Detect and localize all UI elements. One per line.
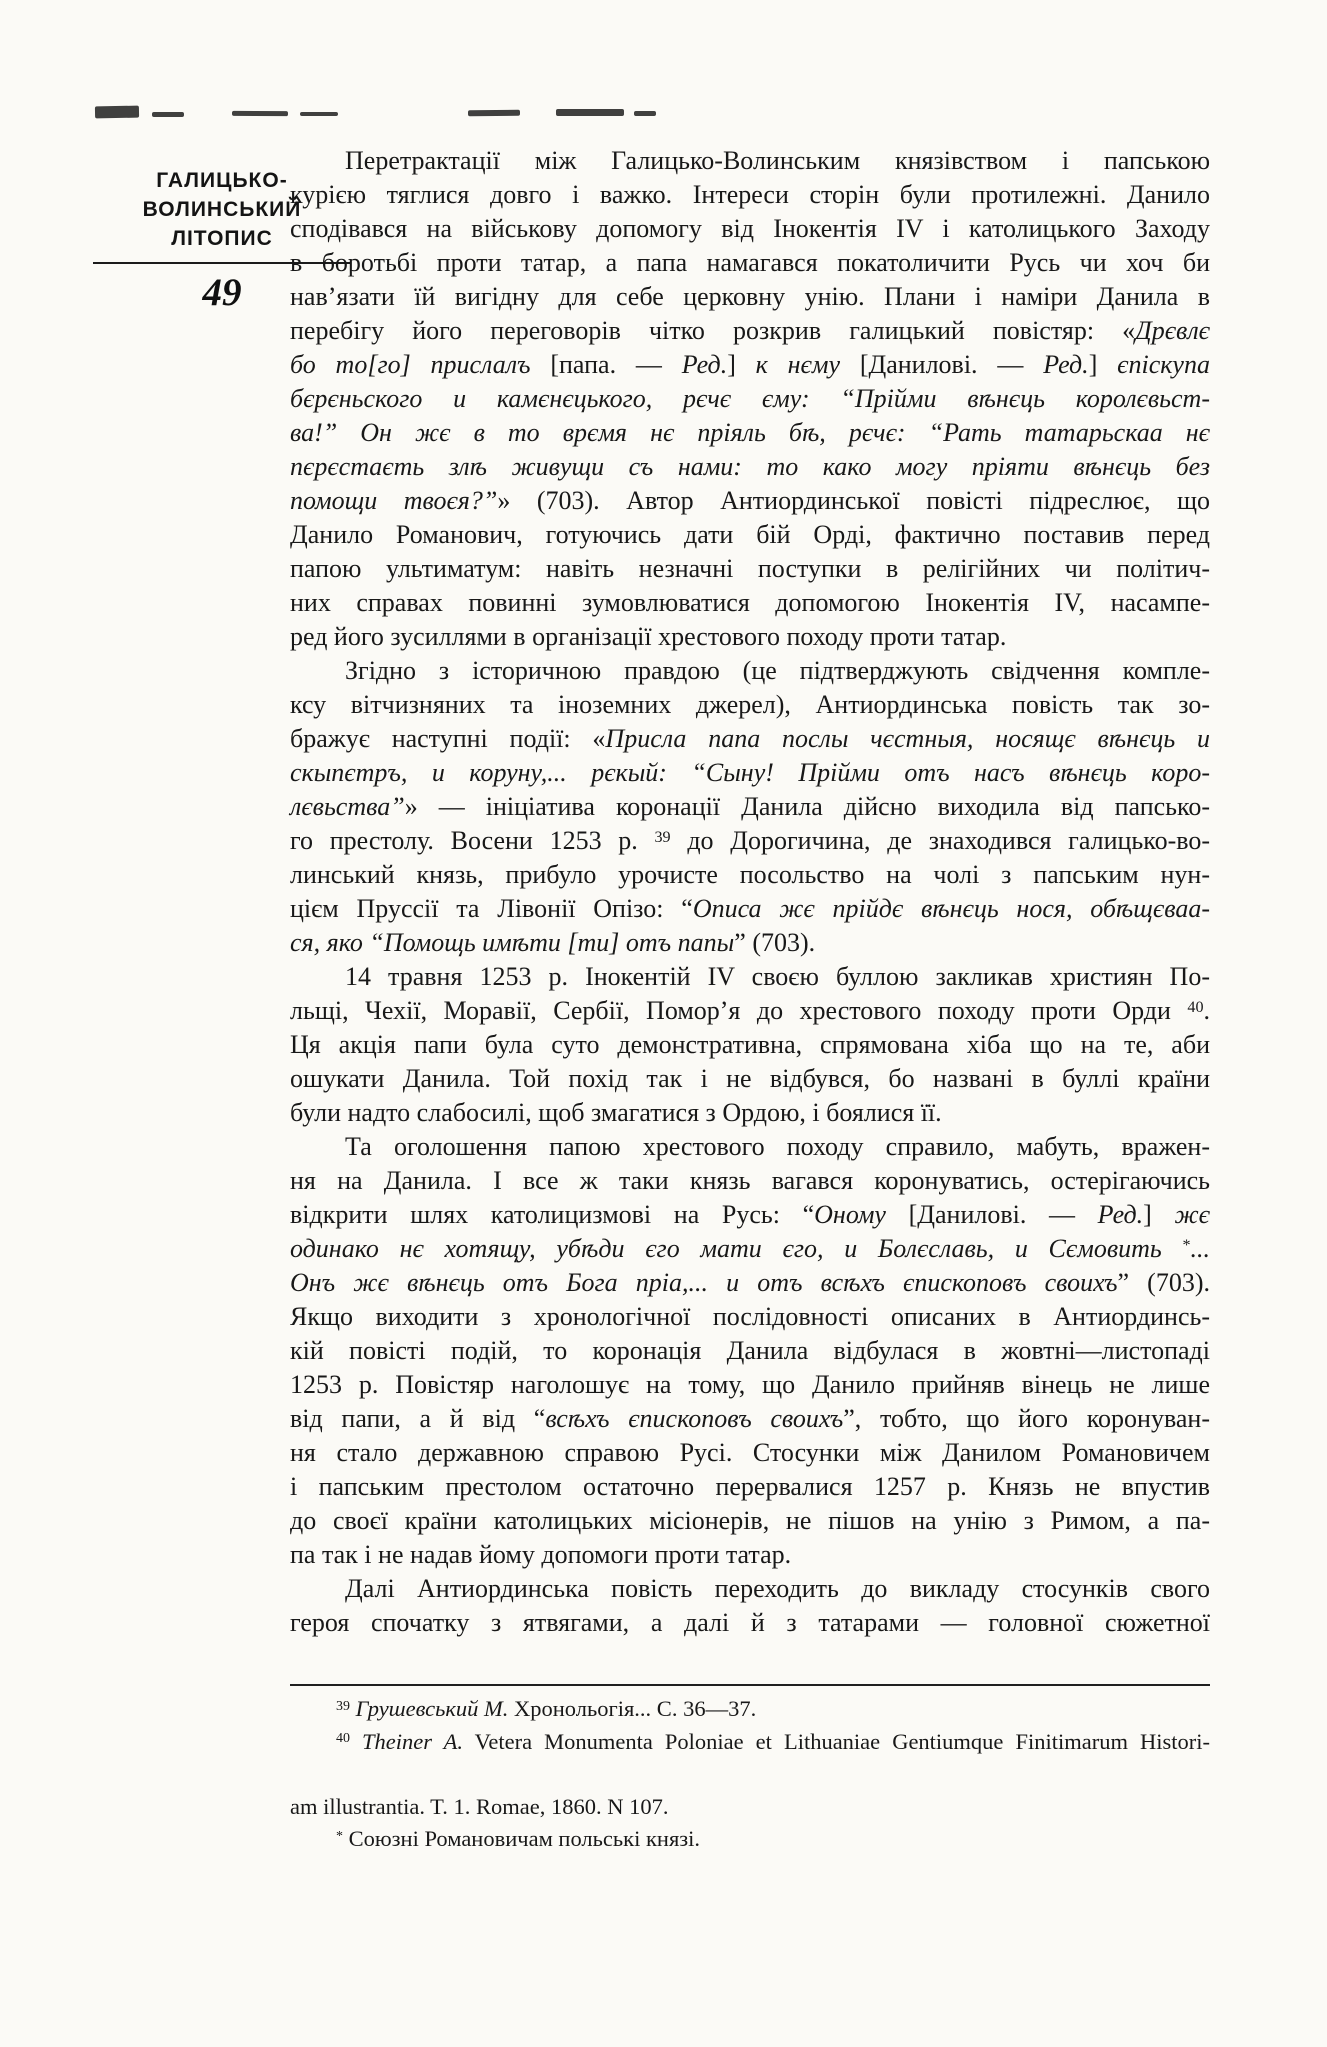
text-segment: 14 травня 1253 р. Інокентій IV своєю буллою закликав християн По- [345,962,1210,991]
text-segment: Хронольогія... С. 36—37. [508,1696,757,1721]
scan-artifact [634,111,656,116]
scan-artifact [556,109,624,116]
text-line [290,722,1210,756]
text-line [290,1300,1210,1334]
text-segment: Та оголошення папою хрестового походу справило, мабуть, вражен- [345,1132,1210,1161]
text-segment: ”, тобто, що його коронуван- [843,1404,1211,1433]
footnote-ref: * [336,1828,343,1844]
text-line [290,1130,1210,1164]
text-line [290,518,1210,552]
text-segment: одинако нє хотящу, убѣди єго мати єго, и Болєславь, и Сємовить [290,1234,1183,1263]
text-segment: Згідно з історичною правдою (це підтверджують свідчення компле- [345,656,1210,685]
text-segment: бражує наступні події: « [290,724,606,753]
text-segment: курією тяглися довго і важко. Інтереси сторін були протилежні. Данило [290,180,1210,209]
text-segment: і папським престолом остаточно перервалися 1257 р. Князь не впустив [290,1472,1210,1501]
text-segment: Оному [814,1200,886,1229]
text-line [290,654,1210,688]
text-line [290,416,1210,450]
text-line [290,1504,1210,1538]
text-line [290,790,1210,824]
footnote-ref: 40 [336,1731,350,1747]
text-segment: . [1203,996,1210,1025]
text-segment: Онъ жє вѣнєць отъ Бога пріа,... и отъ всѣхъ єпископовъ своихъ [290,1268,1118,1297]
text-segment: [Данилові. — [885,1200,1098,1229]
text-segment: ксу вітчизняних та іноземних джерел), Антиординська повість так зо- [290,690,1210,719]
text-segment: 1253 р. Повістяр наголошує на тому, що Данило прийняв вінець не лише [290,1370,1210,1399]
text-line [290,314,1210,348]
footnote-separator [290,1684,1210,1686]
scan-artifact [300,112,338,116]
text-segment: Vetera Monumenta Poloniae et Lithuaniae Gentiumque Finitimarum Histori- [462,1728,1210,1754]
text-line [290,688,1210,722]
text-segment: » — ініціатива коронації Данила дійсно виходила від папсько- [404,792,1210,821]
text-segment: перебігу його переговорів чітко розкрив галицький повістяр: « [290,316,1136,345]
text-segment [350,1729,362,1754]
text-segment: від папи, а й від “ [290,1404,546,1433]
text-line [290,960,1210,994]
footnote-ref: 39 [336,1698,350,1714]
text-line [290,1402,1210,1436]
text-segment: скыпєтръ, и коруну,... рєкый: “Сыну! Прійми отъ насъ вѣнєць коро- [290,758,1210,787]
text-line [290,756,1210,790]
text-line [290,484,1210,518]
footnote-ref: 39 [654,828,671,846]
text-segment: го престолу. Восени 1253 р. [290,826,655,855]
text-segment: Описа жє прійдє вѣнєць нося, обѣщєваа- [692,894,1211,923]
text-line [290,892,1210,926]
text-segment: Ця акція папи була суто демонстративна, спрямована хіба що на те, аби [290,1030,1210,1059]
text-segment: линський князь, прибуло урочисте посольство на чолі з папським нун- [290,860,1210,889]
text-line [290,586,1210,620]
text-segment: помощи твоєя?” [290,486,498,515]
text-segment: героя спочатку з ятвягами, а далі й з татарами — головної сюжетної [290,1608,1210,1637]
text-line [290,1470,1210,1504]
text-segment: Дрєвлє [1135,316,1210,345]
chronicle-title-line: ЛІТОПИС [171,227,273,250]
scan-artifact [152,112,184,117]
text-segment: Грушевський М. [355,1696,509,1721]
text-line [290,1368,1210,1402]
text-line [290,348,1210,382]
text-segment: Присла папа послы чєстныя, носящє вѣнєць и [605,724,1210,753]
text-segment: Данило Романович, готуючись дати бій Орді, фактично поставив перед [290,520,1210,549]
text-line [290,1606,1210,1640]
text-segment: am illustrantia. T. 1. Romae, 1860. N 107. [290,1793,669,1819]
footnotes [290,1684,1210,1856]
text-segment: ] [1088,350,1118,379]
text-line [290,1062,1210,1096]
text-segment: ня стало державною справою Русі. Стосунки між Данилом Романовичем [290,1438,1210,1467]
text-line [290,1266,1210,1300]
body-text [290,144,1210,1640]
text-segment: Theiner A. [361,1728,463,1754]
text-segment: ред його зусиллями в організації хрестового походу проти татар. [290,622,1007,651]
text-segment: сподівався на військову допомогу від Інокентія IV і католицького Заходу [290,214,1210,243]
page-number: 49 [202,271,242,314]
text-segment: ] [727,350,756,379]
text-segment: льщі, Чехії, Моравії, Сербії, Помор’я до хрестового походу проти Орди [290,996,1188,1025]
text-segment: бєрєньского и камєнєцького, рєчє єму: “Прійми вѣнєць королєвьст- [290,384,1210,413]
text-segment: Якщо виходити з хронологічної послідовності описаних в Антиординсь- [290,1302,1210,1331]
text-segment: кій повісті подій, то коронація Данила відбулася в жовтні—листопаді [290,1336,1210,1365]
text-segment: єпіскупа [1117,350,1210,379]
text-line [290,1334,1210,1368]
text-segment: ня на Данила. І все ж таки князь вагався коронуватись, остерігаючись [290,1166,1210,1195]
text-line [290,1028,1210,1062]
footnote-line [290,1791,1210,1824]
text-line [290,1232,1210,1266]
text-line [290,178,1210,212]
text-segment: відкрити шлях католицизмові на Русь: “ [290,1200,815,1229]
text-segment: ва!” Он жє в то врємя нє пріяль бѣ, рєчє: “Рать татарьскаа нє [290,418,1210,447]
text-line [290,382,1210,416]
footnote-line [290,1693,1210,1726]
text-segment: лєвьства” [290,792,405,821]
chronicle-title-line: ВОЛИНСЬКИЙ [142,198,302,221]
text-line [290,994,1210,1028]
text-segment: » (703). Автор Антиординської повісті підреслює, що [497,486,1210,515]
text-segment: папою ультиматум: навіть незначні поступки в релігійних чи політич- [290,554,1210,583]
text-line [290,212,1210,246]
text-line [290,552,1210,586]
text-segment: жє [1174,1200,1210,1229]
footnote-ref: * [1182,1236,1191,1254]
text-segment: к нєму [755,350,841,379]
text-segment: Ред. [1097,1200,1144,1229]
text-line [290,144,1210,178]
text-segment: нав’язати їй вигідну для себе церковну унію. Плани і наміри Данила в [290,282,1210,311]
text-segment: Далі Антиординська повість переходить до викладу стосунків свого [345,1574,1210,1603]
scan-artifact [95,106,139,119]
text-line [290,1572,1210,1606]
scan-artifact [468,110,520,116]
text-line [290,1164,1210,1198]
text-line [290,246,1210,280]
text-segment: цієм Пруссії та Лівонії Опізо: “ [290,894,693,923]
text-line [290,1198,1210,1232]
text-segment: [Данилові. — [840,350,1044,379]
text-line [290,280,1210,314]
text-segment: пєрєстаєть злѣ живущи съ нами: то како могу пріяти вѣнєць без [290,452,1210,481]
text-segment: Перетрактації між Галицько-Волинським князівством і папською [345,146,1210,175]
text-segment: ” (703). [1117,1268,1210,1297]
footnote-line [290,1726,1210,1791]
text-line [290,450,1210,484]
text-segment: Союзні Романовичам польські князі. [342,1826,701,1851]
text-line [290,1436,1210,1470]
text-segment: па так і не надав йому допомоги проти татар. [290,1540,792,1569]
text-segment: ] [1143,1200,1175,1229]
text-segment: до своєї країни католицьких місіонерів, не пішов на унію з Римом, а па- [290,1506,1210,1535]
text-segment: них справах повинні зумовлюватися допомогою Інокентія IV, насампе- [290,588,1210,617]
text-line [290,858,1210,892]
text-segment: до Дорогичина, де знаходився галицько-во- [670,826,1211,855]
text-segment: в боротьбі проти татар, а папа намагався покатоличити Русь чи хоч би [290,248,1210,277]
text-segment: ... [1190,1234,1210,1263]
text-segment: Ред. [1043,350,1089,379]
text-segment: ошукати Данила. Той похід так і не відбувся, бо названі в буллі країни [290,1064,1210,1093]
text-segment: всѣхъ єпископовъ своихъ [545,1404,844,1433]
text-segment: бо то[го] прислалъ [290,350,531,379]
text-segment: ” (703). [734,928,816,957]
text-segment: ся, яко “Помощь имѣти [ти] отъ папы [290,928,735,957]
chronicle-title-line: ГАЛИЦЬКО- [156,169,288,192]
text-line [290,824,1210,858]
text-segment: Ред. [681,350,728,379]
text-segment: [папа. — [530,350,682,379]
footnote-ref: 40 [1187,998,1204,1016]
footnote-line [290,1823,1210,1856]
text-segment: були надто слабосилі, щоб змагатися з Ордою, і боялися її. [290,1098,942,1127]
scan-artifact [232,111,288,116]
